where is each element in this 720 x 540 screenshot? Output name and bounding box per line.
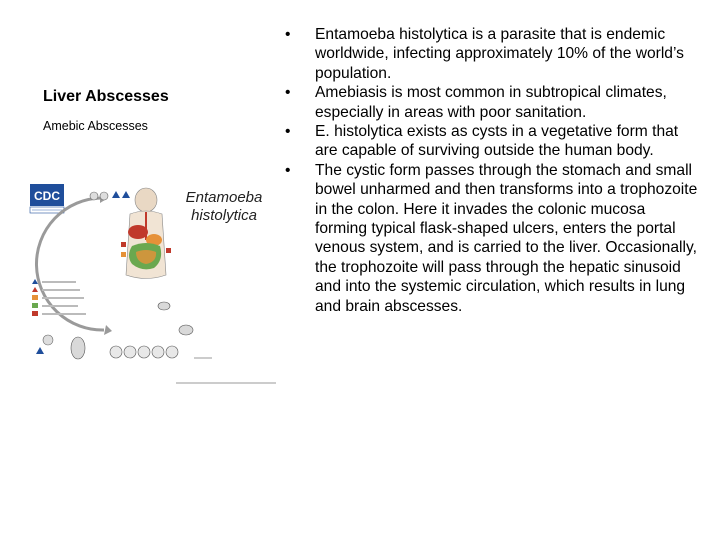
slide-title: Liver Abscesses: [43, 88, 169, 105]
cdc-logo-text: CDC: [34, 189, 60, 203]
bullet-item: [285, 161, 700, 316]
human-figure-icon: [121, 188, 171, 279]
bullet-icon: •: [285, 84, 291, 102]
bullet-item: [285, 25, 700, 83]
bullet-list: [285, 25, 700, 316]
bullet-text: Amebiasis is most common in subtropical climates, especially in areas with poor sanitation.: [315, 84, 667, 121]
bullet-item: [285, 83, 700, 122]
bullet-icon: •: [285, 26, 291, 43]
bullet-icon: •: [285, 123, 291, 141]
bullet-icon: •: [285, 161, 291, 179]
lifecycle-figure: [26, 180, 280, 390]
figure-title-line1: Entamoeba: [185, 189, 263, 206]
cdc-logo-icon: [30, 184, 64, 213]
bullet-item: [285, 122, 700, 161]
bullet-text: The cystic form passes through the stomach and small bowel unharmed and then transforms into a trophozoite in the colon. Here it invades the colonic mucosa forming typical flask-shaped ulcers, enters the portal venous system, and is carried to the liver. Occasionally, the trophozoite will pass through the hepatic sinusoid and into the systemic circulation, which results in lung and brain abscesses.: [315, 161, 698, 315]
bullet-text: E. histolytica exists as cysts in a vegetative form that are capable of surviving outside the human body.: [315, 123, 679, 160]
bullet-text: Entamoeba histolytica is a parasite that is endemic worldwide, infecting approximately 10% of the world’s population.: [315, 26, 684, 82]
slide-subtitle: Amebic Abscesses: [43, 119, 148, 133]
figure-title-line2: histolytica: [191, 207, 257, 224]
